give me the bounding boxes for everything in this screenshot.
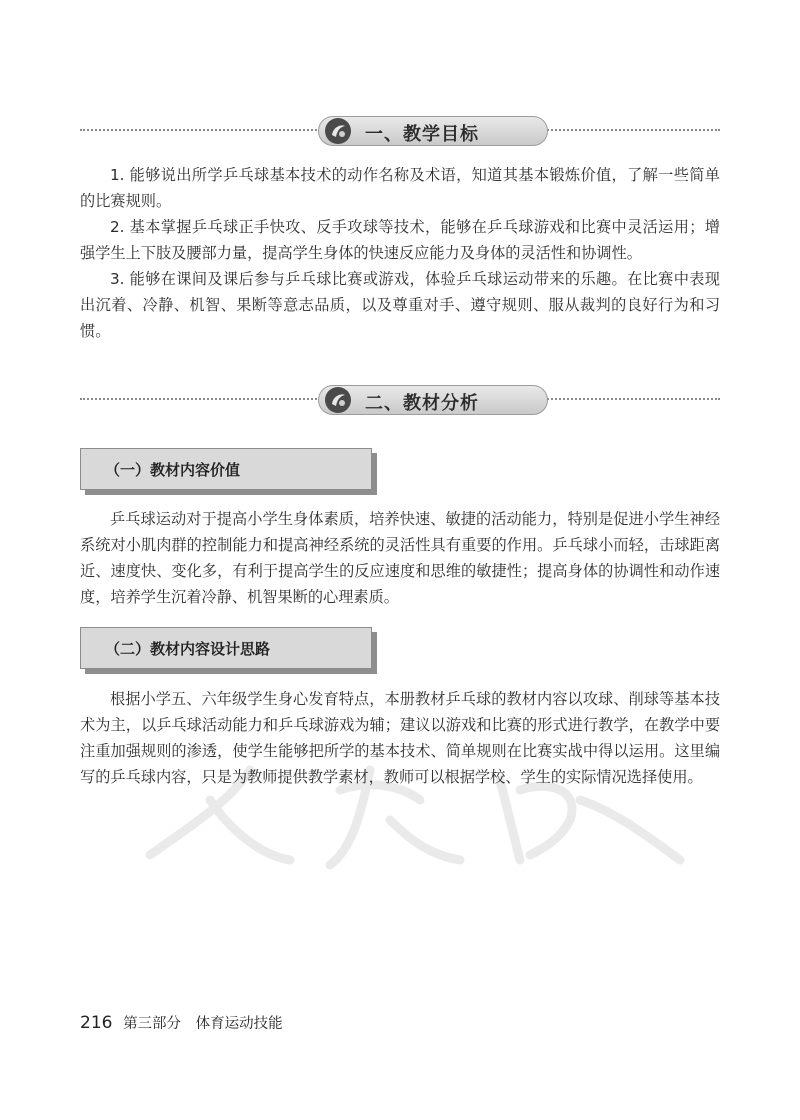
- section-title: 一、教学目标: [365, 124, 479, 145]
- section-title: 二、教材分析: [365, 393, 479, 414]
- section-header-analysis: [80, 384, 720, 416]
- page-footer: [80, 1012, 283, 1033]
- watermark-brush-icon: [140, 760, 700, 870]
- footer-chapter: 体育运动技能: [195, 1016, 283, 1032]
- section-title-pill: [318, 116, 548, 146]
- subsection-body-value: 乒乓球运动对于提高小学生身体素质，培养快速、敏捷的活动能力，特别是促进小学生神经系统对小肌肉群的控制能力和提高神经系统的灵活性具有重要的作用。乒乓球小而轻，击球距离近、速度快、变化多，有利于提高学生的反应速度和思维的敏捷性；提高身体的协调性和动作速度，培养学生沉着冷静、机智果断的心理素质。: [80, 510, 720, 606]
- subsection-header-value: [80, 448, 372, 490]
- subsection-body-design: 根据小学五、六年级学生身心发育特点，本册教材乒乓球的教材内容以攻球、削球等基本技术为主，以乒乓球活动能力和乒乓球游戏为辅；建议以游戏和比赛的形式进行教学，在教学中要注重加强规则的渗透，使学生能够把所学的基本技术、简单规则在比赛实战中得以运用。这里编写的乒乓球内容，只是为教师提供教学素材，教师可以根据学校、学生的实际情况选择使用。: [80, 690, 720, 786]
- subsection-header-design: [80, 627, 372, 669]
- section-header-objectives: [80, 115, 720, 147]
- page-number: 216: [80, 1013, 113, 1033]
- objective-2: 2. 基本掌握乒乓球正手快攻、反手攻球等技术，能够在乒乓球游戏和比赛中灵活运用；增强学生上下肢及腰部力量，提高学生身体的快速反应能力及身体的灵活性和协调性。: [80, 218, 720, 262]
- section-title-pill: [318, 385, 548, 415]
- objective-3: 3. 能够在课间及课后参与乒乓球比赛或游戏，体验乒乓球运动带来的乐趣。在比赛中表现出沉着、冷静、机智、果断等意志品质，以及尊重对手、遵守规则、服从裁判的良好行为和习惯。: [80, 270, 720, 340]
- footer-part: 第三部分: [123, 1016, 182, 1032]
- subsection-title: （一）教材内容价值: [105, 461, 241, 479]
- objective-1: 1. 能够说出所学乒乓球基本技术的动作名称及术语，知道其基本锻炼价值，了解一些简单的比赛规则。: [80, 166, 720, 210]
- section-emblem-icon: [325, 387, 351, 413]
- subsection-title: （二）教材内容设计思路: [105, 640, 271, 658]
- section-emblem-icon: [325, 118, 351, 144]
